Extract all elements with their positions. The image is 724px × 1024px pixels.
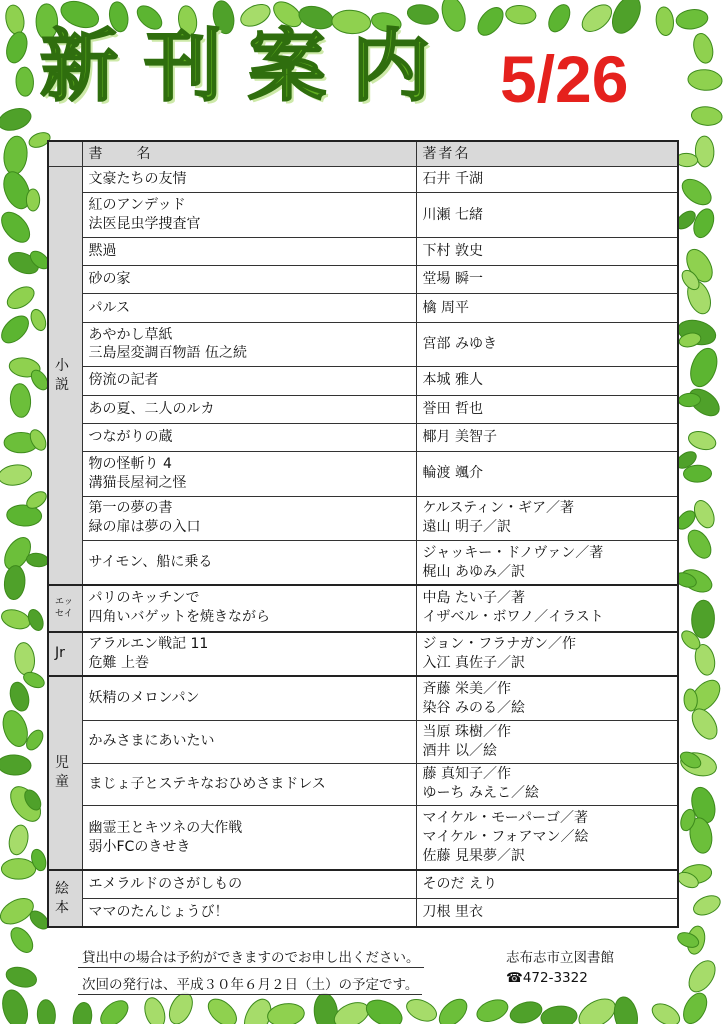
leaf-shape (3, 4, 26, 36)
title-char: 内 (352, 22, 431, 112)
book-author-cell (416, 585, 678, 632)
book-title-cell (82, 632, 416, 676)
table-row (48, 496, 678, 540)
leaf-shape (3, 282, 37, 313)
leaf-shape (679, 989, 712, 1024)
table-row (48, 541, 678, 585)
leaf-shape (0, 311, 33, 348)
leaf-shape (3, 565, 26, 601)
leaf-shape (26, 189, 39, 211)
leaf-shape (37, 999, 56, 1024)
table-row (48, 395, 678, 423)
leaf-shape (691, 600, 715, 639)
category-char: Jr (55, 645, 65, 662)
book-title-cell (82, 870, 416, 898)
book-author-cell (416, 632, 678, 676)
leaf-shape (0, 987, 32, 1024)
title-char: 案 (248, 22, 327, 112)
next-issue-note: 次回の発行は、平成３０年６月２日（土）の予定です。 (78, 972, 422, 995)
book-title-cell (82, 367, 416, 395)
leaf-shape (9, 383, 31, 418)
leaf-shape (28, 307, 48, 332)
book-author-line: ケルスティン・ギア／著 (422, 500, 574, 517)
leaf-shape (691, 892, 724, 919)
book-author-line: ゆーち みえこ／絵 (422, 785, 539, 802)
leaf-shape (0, 893, 38, 929)
leaf-shape (508, 998, 545, 1024)
book-title-line: 紅のアンデッド (88, 197, 186, 214)
book-author-line: 酒井 以／絵 (422, 742, 497, 759)
leaf-shape (3, 29, 30, 65)
book-author-cell (416, 870, 678, 898)
book-author-line: 梶山 あゆみ／訳 (422, 563, 525, 580)
table-row (48, 193, 678, 237)
book-title-line: 第一の夢の書 (88, 500, 173, 517)
table-row (48, 423, 678, 451)
leaf-shape (4, 964, 39, 990)
leaf-shape (684, 956, 721, 996)
library-name: 志布志市立図書館 (506, 950, 614, 966)
leaf-shape (675, 8, 709, 31)
book-title-line: 妖精のメロンパン (88, 690, 200, 707)
book-author-line: イザベル・ボワノ／イラスト (422, 609, 604, 626)
book-title-line: あやかし草紙 (88, 326, 173, 343)
book-author-cell (416, 423, 678, 451)
table-row (48, 266, 678, 294)
book-author-cell (416, 367, 678, 395)
leaf-shape (0, 463, 33, 487)
book-author-line: 石井 千湖 (422, 171, 483, 188)
table-row (48, 676, 678, 720)
author-column-header: 著者名 (416, 141, 678, 167)
leaf-shape (678, 174, 716, 210)
page-title (40, 22, 431, 112)
new-books-table (47, 140, 679, 928)
leaf-shape (574, 993, 621, 1024)
leaf-shape (266, 1001, 306, 1024)
book-title-line: パルス (88, 299, 131, 316)
leaf-shape (15, 67, 34, 97)
table-row (48, 585, 678, 632)
leaf-shape (26, 552, 49, 568)
library-info (500, 945, 620, 991)
book-author-cell (416, 395, 678, 423)
leaf-shape (607, 0, 646, 38)
table-row (48, 806, 678, 871)
leaf-shape (438, 0, 469, 34)
category-char: 説 (55, 376, 69, 393)
book-title-cell (82, 322, 416, 366)
category-char: セイ (55, 609, 73, 620)
book-title-line: サイモン、船に乗る (88, 554, 213, 571)
book-author-cell (416, 322, 678, 366)
book-title-cell (82, 237, 416, 265)
book-author-line: 川瀬 七緒 (422, 206, 483, 223)
book-author-cell (416, 167, 678, 193)
category-label-novel (48, 167, 82, 586)
category-char: 絵 (55, 880, 69, 897)
book-title-cell (82, 763, 416, 805)
leaf-shape (0, 606, 32, 632)
leaf-shape (683, 465, 711, 482)
issue-date: 5/26 (500, 42, 629, 116)
leaf-shape (7, 680, 32, 713)
leaf-shape (473, 3, 508, 40)
leaf-shape (649, 999, 684, 1024)
category-char: 小 (55, 357, 69, 374)
leaf-shape (540, 1004, 578, 1024)
book-title-line: つながりの蔵 (88, 429, 173, 446)
leaf-shape (0, 207, 35, 247)
book-title-cell (82, 676, 416, 720)
leaf-shape (683, 526, 715, 562)
book-title-line: 弱小FCのきせき (88, 838, 191, 855)
book-title-line: まじょ子とステキなおひめさまドレス (88, 775, 326, 792)
leaf-shape (0, 105, 34, 134)
category-label-essay (48, 585, 82, 632)
book-author-cell (416, 676, 678, 720)
book-author-line: 入江 真佐子／訳 (422, 654, 525, 671)
book-title-cell (82, 721, 416, 763)
book-author-line: 当原 珠樹／作 (422, 723, 511, 740)
book-author-line: 宮部 みゆき (422, 336, 497, 352)
book-title-line: 黙過 (88, 242, 117, 259)
table-row (48, 763, 678, 805)
book-author-line: 堂場 瞬一 (422, 271, 483, 288)
book-author-line: 藤 真知子／作 (422, 766, 511, 783)
title-char: 刊 (144, 22, 223, 112)
category-char: 児 (55, 755, 69, 772)
table-row (48, 899, 678, 927)
leaf-shape (6, 823, 30, 856)
book-author-cell (416, 496, 678, 540)
table-row (48, 632, 678, 676)
leaf-shape (474, 996, 511, 1024)
book-author-cell (416, 452, 678, 496)
category-char: エッ (55, 597, 73, 608)
book-title-cell (82, 167, 416, 193)
leaf-shape (686, 428, 718, 452)
leaf-shape (690, 206, 717, 240)
book-author-cell (416, 541, 678, 585)
book-author-cell (416, 237, 678, 265)
leaf-shape (611, 995, 640, 1024)
leaf-shape (13, 642, 36, 676)
category-label-picture (48, 870, 82, 927)
book-title-cell (82, 585, 416, 632)
book-author-line: マイケル・モーパーゴ／著 (422, 810, 588, 827)
book-title-line: 法医昆虫学捜査官 (88, 216, 201, 233)
book-author-line: ジャッキー・ドノヴァン／著 (422, 544, 604, 561)
book-author-line: 本城 雅人 (422, 372, 483, 389)
book-title-line: 物の怪斬り 4 (88, 455, 172, 472)
table-row (48, 294, 678, 322)
book-title-cell (82, 496, 416, 540)
leaf-shape (2, 135, 29, 175)
table-row (48, 367, 678, 395)
table-row (48, 452, 678, 496)
book-author-line: 檎 周平 (422, 299, 469, 316)
leaf-shape (434, 994, 471, 1024)
book-title-cell (82, 452, 416, 496)
leaf-shape (695, 136, 715, 167)
category-char: 童 (55, 774, 69, 791)
book-title-line: 三島屋変調百物語 伍之続 (88, 345, 247, 362)
book-author-line: 輪渡 颯介 (422, 465, 483, 482)
book-title-line: パリのキッチンで (88, 590, 200, 607)
leaf-shape (687, 69, 722, 92)
leaf-shape (686, 345, 722, 390)
library-phone: ☎472-3322 (506, 970, 588, 986)
book-title-cell (82, 806, 416, 871)
book-title-cell (82, 193, 416, 237)
book-author-line: 遠山 明子／訳 (422, 519, 511, 536)
book-title-line: 溝猫長屋祠之怪 (88, 474, 187, 491)
book-title-line: 砂の家 (88, 271, 131, 288)
book-author-cell (416, 806, 678, 871)
book-author-line: 刀根 里衣 (422, 904, 483, 921)
book-author-cell (416, 294, 678, 322)
book-title-cell (82, 899, 416, 927)
book-title-cell (82, 395, 416, 423)
book-title-line: 緑の扉は夢の入口 (88, 519, 201, 536)
book-title-line: ママのたんじょうび！ (88, 904, 229, 921)
book-title-line: あの夏、二人のルカ (88, 400, 215, 417)
category-label-children (48, 676, 82, 870)
title-column-header: 書 名 (82, 141, 416, 167)
reservation-note: 貸出中の場合は予約ができますのでお申し出ください。 (78, 945, 424, 968)
book-author-line: マイケル・フォアマン／絵 (422, 829, 589, 846)
footer-notes (78, 945, 424, 999)
table-row (48, 167, 678, 193)
category-label-jr (48, 632, 82, 676)
leaf-shape (71, 1001, 94, 1024)
book-author-line: 誉田 哲也 (422, 400, 483, 417)
book-title-cell (82, 423, 416, 451)
table-row (48, 322, 678, 366)
book-author-line: そのだ えり (422, 876, 497, 893)
leaf-shape (362, 995, 406, 1024)
book-title-line: エメラルドのさがしもの (88, 876, 243, 893)
leaf-shape (505, 4, 537, 25)
table-row (48, 870, 678, 898)
book-title-line: かみさまにあいたい (88, 733, 215, 750)
book-title-cell (82, 541, 416, 585)
book-author-cell (416, 899, 678, 927)
leaf-shape (403, 995, 440, 1024)
leaf-shape (141, 995, 168, 1024)
title-char: 新 (40, 22, 119, 112)
book-author-line: 染谷 みのる／絵 (422, 699, 525, 716)
book-author-cell (416, 763, 678, 805)
book-author-line: 佐藤 見果夢／訳 (422, 848, 525, 865)
book-title-cell (82, 266, 416, 294)
book-title-line: 危難 上巻 (88, 654, 149, 671)
leaf-shape (96, 996, 133, 1024)
leaf-shape (26, 607, 46, 632)
book-author-line: 斉藤 栄美／作 (422, 680, 511, 697)
book-author-cell (416, 721, 678, 763)
category-char: 本 (55, 899, 69, 916)
leaf-shape (691, 106, 723, 127)
leaf-shape (7, 924, 38, 957)
leaf-shape (655, 6, 675, 36)
book-title-line: 幽霊王とキツネの大作戦 (88, 819, 243, 836)
book-author-line: 中島 たい子／著 (422, 590, 525, 607)
book-title-line: 四角いバゲットを焼きながら (88, 609, 270, 626)
book-author-line: 椰月 美智子 (422, 429, 497, 446)
book-author-cell (416, 193, 678, 237)
book-title-line: 傍流の記者 (88, 372, 159, 389)
book-author-line: ジョン・フラナガン／作 (422, 635, 576, 652)
leaf-shape (577, 0, 616, 37)
book-title-line: 文豪たちの友情 (88, 171, 187, 188)
book-author-line: 下村 敦史 (422, 242, 483, 259)
table-row (48, 721, 678, 763)
book-title-cell (82, 294, 416, 322)
leaf-shape (1, 859, 35, 880)
books-table-body (48, 167, 678, 928)
category-header (48, 141, 82, 167)
leaf-shape (544, 1, 574, 35)
book-author-cell (416, 266, 678, 294)
leaf-shape (691, 31, 716, 65)
book-title-line: アラルエン戦記 11 (88, 635, 209, 652)
table-row (48, 237, 678, 265)
leaf-shape (0, 754, 32, 776)
